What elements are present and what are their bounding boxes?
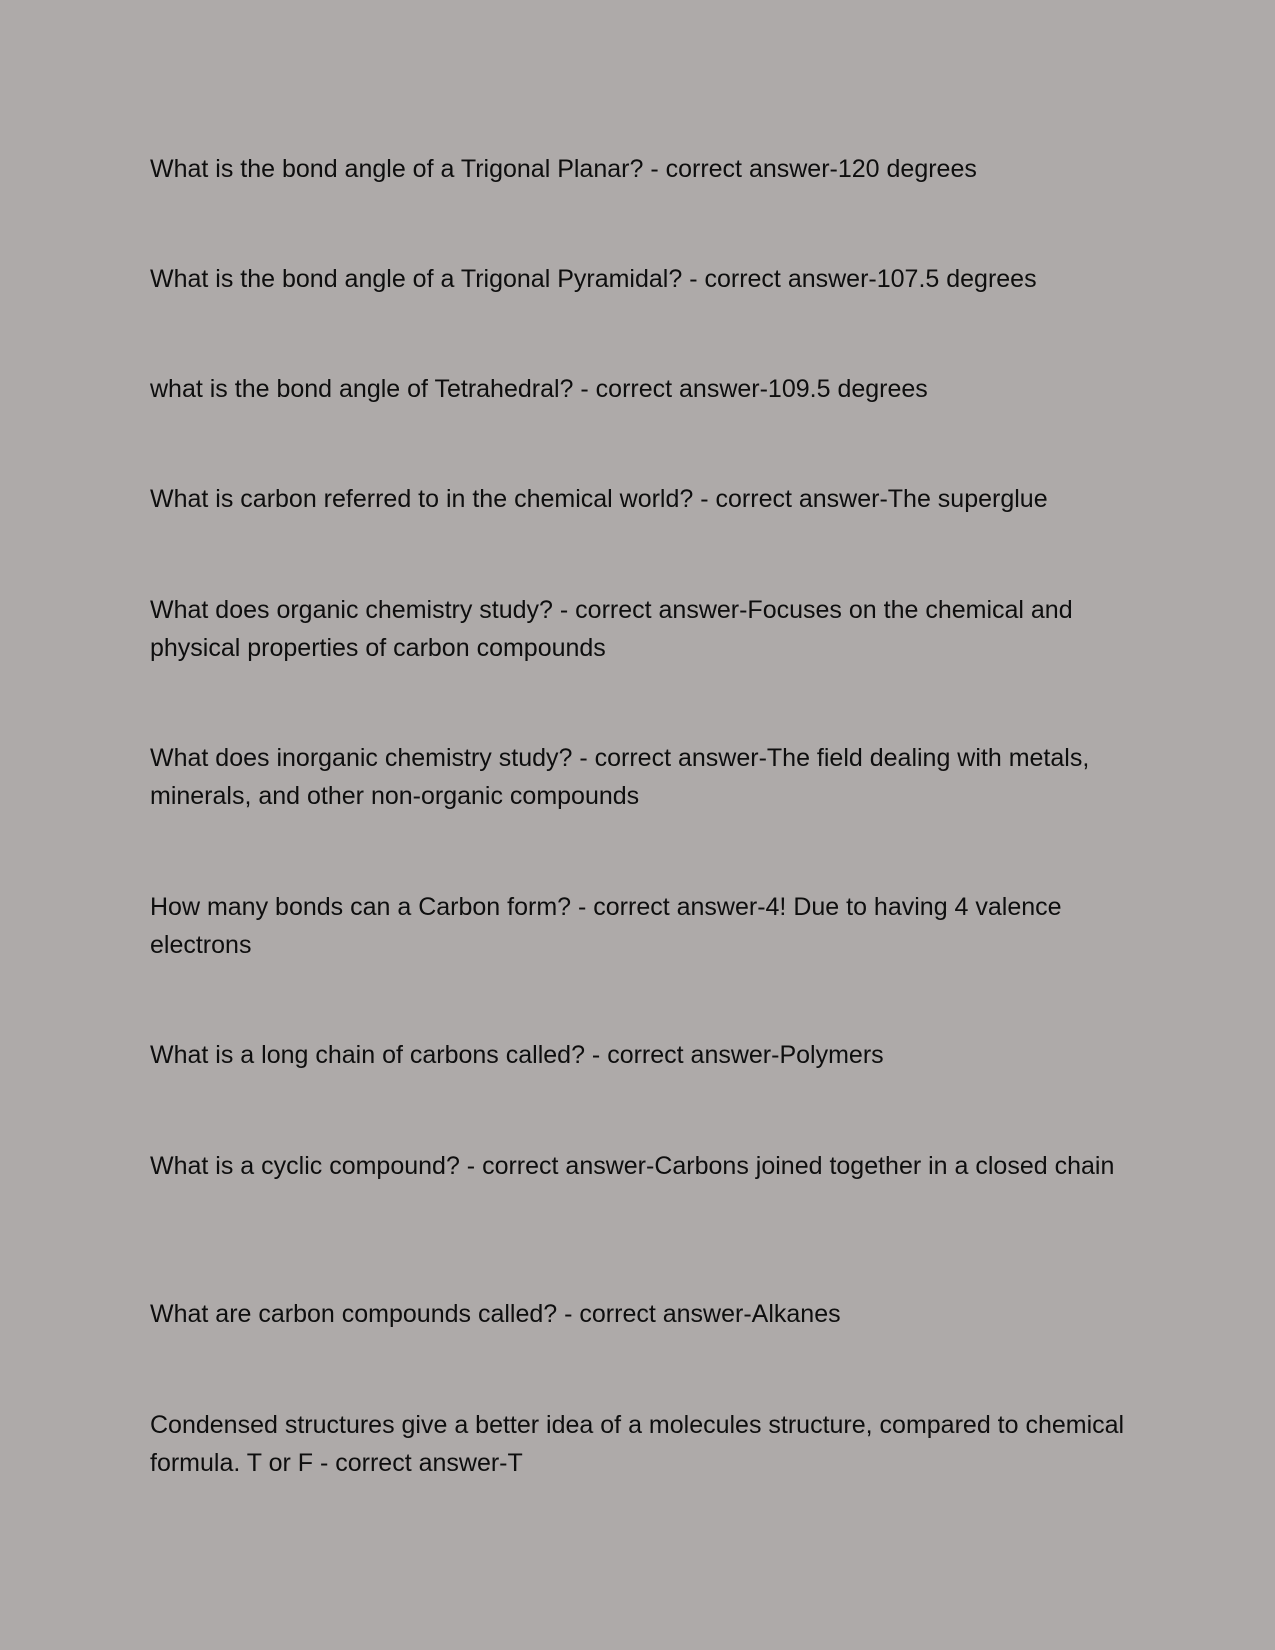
qa-item-6: What does inorganic chemistry study? - correct answer-The field dealing with metals, minerals, and other non-organic compounds: [150, 744, 1090, 810]
qa-item-3: what is the bond angle of Tetrahedral? - correct answer-109.5 degrees: [150, 375, 928, 403]
qa-item-9: What is a cyclic compound? - correct answer-Carbons joined together in a closed chain: [150, 1152, 1115, 1180]
qa-item-2: What is the bond angle of a Trigonal Pyramidal? - correct answer-107.5 degrees: [150, 265, 1037, 293]
qa-item-4: What is carbon referred to in the chemical world? - correct answer-The superglue: [150, 485, 1048, 513]
qa-item-7: How many bonds can a Carbon form? - correct answer-4! Due to having 4 valence electrons: [150, 893, 1062, 959]
qa-item-5: What does organic chemistry study? - correct answer-Focuses on the chemical and physical properties of carbon compounds: [150, 596, 1073, 662]
qa-item-1: What is the bond angle of a Trigonal Planar? - correct answer-120 degrees: [150, 155, 977, 183]
qa-item-11: Condensed structures give a better idea of a molecules structure, compared to chemical formula. T or F - correct answer-T: [150, 1411, 1125, 1477]
qa-item-10: What are carbon compounds called? - correct answer-Alkanes: [150, 1300, 841, 1328]
qa-item-8: What is a long chain of carbons called? - correct answer-Polymers: [150, 1041, 884, 1069]
